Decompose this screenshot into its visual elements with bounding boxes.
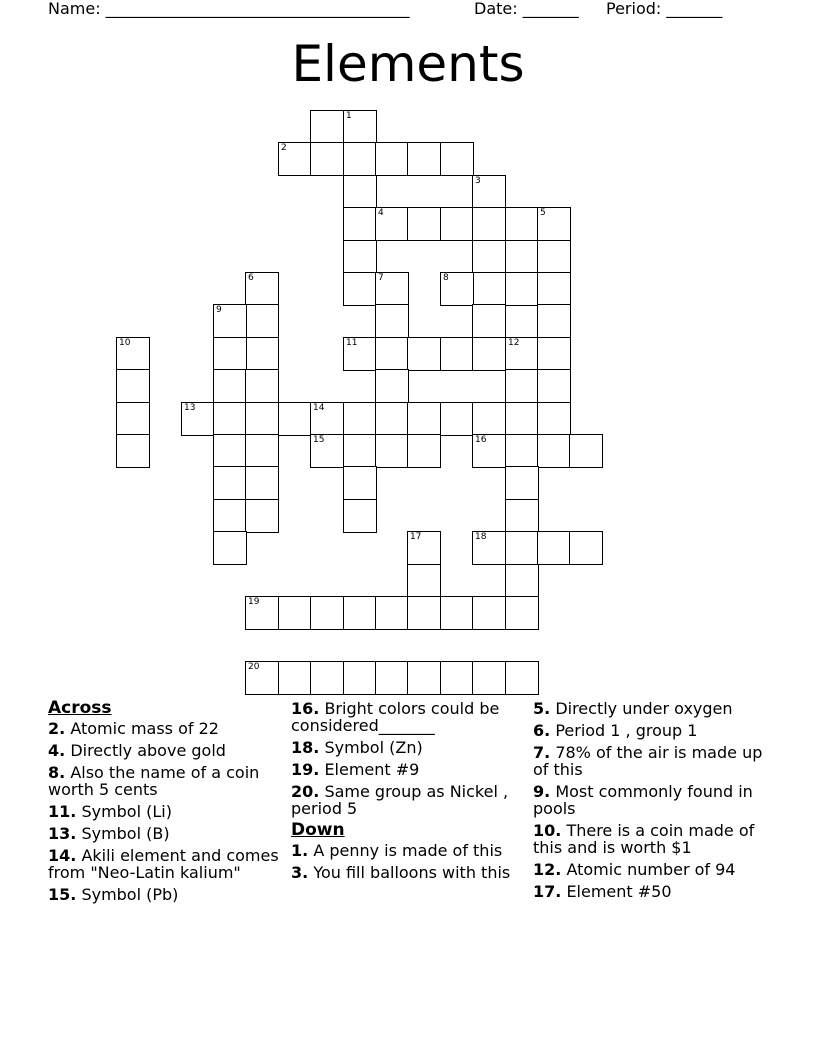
crossword-cell[interactable] [246, 338, 278, 370]
crossword-cell[interactable] [506, 370, 538, 402]
crossword-cell[interactable] [344, 338, 376, 370]
clue-across-8: 8. Also the name of a coin worth 5 cents [48, 763, 260, 799]
crossword-cell[interactable] [473, 403, 505, 435]
crossword-cell[interactable] [473, 305, 505, 337]
crossword-cell[interactable] [506, 403, 538, 435]
clue-across-14: 14. Akili element and comes from "Neo-Latin kalium" [48, 846, 279, 882]
crossword-cell[interactable] [473, 597, 505, 629]
crossword-cell[interactable] [344, 273, 376, 305]
crossword-cell[interactable] [506, 467, 538, 499]
crossword-cell[interactable] [538, 273, 570, 305]
cell-number: 5 [540, 208, 546, 218]
crossword-cell[interactable] [214, 305, 246, 337]
clue-down-7: 7. 78% of the air is made up of this [533, 743, 763, 779]
crossword-cell[interactable] [311, 403, 343, 435]
cell-number: 3 [475, 176, 481, 186]
crossword-cell[interactable] [441, 273, 473, 305]
crossword-cell[interactable] [214, 403, 246, 435]
crossword-cell[interactable] [506, 338, 538, 370]
crossword-cell[interactable] [538, 370, 570, 402]
crossword-cell[interactable] [408, 435, 440, 467]
clue-across-16: 16. Bright colors could be considered_______ [291, 699, 500, 735]
cell-number: 7 [378, 273, 384, 283]
crossword-cell[interactable] [214, 338, 246, 370]
clue-down-9: 9. Most commonly found in pools [533, 782, 753, 818]
crossword-cell[interactable] [408, 662, 440, 694]
crossword-cell[interactable] [506, 532, 538, 564]
crossword-cell[interactable] [473, 241, 505, 273]
crossword-cell[interactable] [246, 597, 278, 629]
clue-across-11: 11. Symbol (Li) [48, 802, 172, 821]
clue-across-18: 18. Symbol (Zn) [291, 738, 423, 757]
crossword-cell[interactable] [473, 435, 505, 467]
crossword-cell[interactable] [538, 403, 570, 435]
crossword-cell[interactable] [538, 305, 570, 337]
crossword-cell[interactable] [376, 403, 408, 435]
crossword-cell[interactable] [408, 532, 440, 564]
crossword-cell[interactable] [117, 403, 149, 435]
crossword-cell[interactable] [473, 273, 505, 305]
crossword-cell[interactable] [506, 435, 538, 467]
crossword-cell[interactable] [473, 208, 505, 240]
crossword-cell[interactable] [538, 338, 570, 370]
clues-column-2 [291, 700, 531, 886]
crossword-cell[interactable] [506, 208, 538, 240]
crossword-cell[interactable] [376, 597, 408, 629]
crossword-cell[interactable] [506, 273, 538, 305]
crossword-cell[interactable] [376, 208, 408, 240]
crossword-cell[interactable] [279, 403, 311, 435]
cell-number: 6 [248, 273, 254, 283]
cell-number: 18 [475, 532, 487, 542]
cell-number: 9 [216, 305, 222, 315]
date-field-label: Date: _______ [474, 0, 579, 18]
clue-down-6: 6. Period 1 , group 1 [533, 721, 698, 740]
cell-number: 20 [248, 662, 260, 672]
cell-number: 15 [313, 435, 325, 445]
crossword-cell[interactable] [117, 435, 149, 467]
crossword-cell[interactable] [246, 662, 278, 694]
page-title: Elements [291, 35, 525, 93]
crossword-cell[interactable] [311, 111, 343, 143]
crossword-cell[interactable] [376, 338, 408, 370]
down-heading: Down [291, 820, 345, 840]
crossword-cell[interactable] [311, 597, 343, 629]
clue-across-13: 13. Symbol (B) [48, 824, 170, 843]
crossword-cell[interactable] [506, 565, 538, 597]
cell-number: 8 [443, 273, 449, 283]
crossword-cell[interactable] [311, 143, 343, 175]
crossword-cell[interactable] [376, 435, 408, 467]
crossword-cell[interactable] [408, 403, 440, 435]
cell-number: 19 [248, 597, 260, 607]
cell-number: 13 [184, 403, 196, 413]
crossword-cell[interactable] [473, 662, 505, 694]
crossword-cell[interactable] [473, 532, 505, 564]
clue-down-3: 3. You fill balloons with this [291, 863, 511, 882]
crossword-cell[interactable] [538, 435, 570, 467]
crossword-cell[interactable] [506, 597, 538, 629]
crossword-cell[interactable] [344, 208, 376, 240]
crossword-cell[interactable] [408, 143, 440, 175]
cell-number: 12 [508, 338, 520, 348]
clue-across-15: 15. Symbol (Pb) [48, 885, 179, 904]
crossword-cell[interactable] [441, 338, 473, 370]
clues-column-3 [533, 700, 773, 905]
cell-number: 2 [281, 143, 287, 153]
clue-across-2: 2. Atomic mass of 22 [48, 719, 219, 738]
cell-number: 4 [378, 208, 384, 218]
clue-across-19: 19. Element #9 [291, 760, 420, 779]
crossword-cell[interactable] [506, 500, 538, 532]
crossword-cell[interactable] [182, 403, 214, 435]
crossword-cell[interactable] [344, 241, 376, 273]
crossword-cell[interactable] [311, 662, 343, 694]
crossword-cell[interactable] [441, 597, 473, 629]
crossword-cell[interactable] [214, 532, 246, 564]
cell-number: 17 [410, 532, 422, 542]
crossword-cell[interactable] [311, 435, 343, 467]
clue-down-17: 17. Element #50 [533, 882, 672, 901]
crossword-cell[interactable] [214, 467, 246, 499]
crossword-cell[interactable] [117, 338, 149, 370]
cell-number: 11 [346, 338, 358, 348]
crossword-cell[interactable] [117, 370, 149, 402]
crossword-cell[interactable] [279, 662, 311, 694]
crossword-cell[interactable] [344, 403, 376, 435]
crossword-cell[interactable] [246, 435, 278, 467]
crossword-cell[interactable] [376, 305, 408, 337]
crossword-cell[interactable] [376, 370, 408, 402]
crossword-cell[interactable] [538, 532, 570, 564]
crossword-cell[interactable] [441, 403, 473, 435]
crossword-cell[interactable] [441, 662, 473, 694]
crossword-cell[interactable] [246, 370, 278, 402]
crossword-cell[interactable] [473, 338, 505, 370]
across-heading: Across [48, 698, 112, 718]
crossword-cell[interactable] [344, 597, 376, 629]
crossword-cell[interactable] [538, 241, 570, 273]
clues-column-1 [48, 700, 288, 908]
clue-down-1: 1. A penny is made of this [291, 841, 503, 860]
crossword-cell[interactable] [408, 338, 440, 370]
crossword-cell[interactable] [473, 176, 505, 208]
crossword-cell[interactable] [344, 467, 376, 499]
crossword-cell[interactable] [344, 662, 376, 694]
crossword-cell[interactable] [538, 208, 570, 240]
clue-down-5: 5. Directly under oxygen [533, 699, 733, 718]
crossword-cell[interactable] [570, 532, 602, 564]
crossword-cell[interactable] [376, 143, 408, 175]
crossword-cell[interactable] [214, 370, 246, 402]
crossword-cell[interactable] [344, 435, 376, 467]
clue-across-4: 4. Directly above gold [48, 741, 226, 760]
crossword-cell[interactable] [376, 273, 408, 305]
crossword-cell[interactable] [246, 305, 278, 337]
crossword-cell[interactable] [279, 597, 311, 629]
crossword-cell[interactable] [441, 208, 473, 240]
crossword-cell[interactable] [246, 500, 278, 532]
crossword-cell[interactable] [344, 176, 376, 208]
clue-down-10: 10. There is a coin made of this and is worth $1 [533, 821, 755, 857]
cell-number: 14 [313, 403, 325, 413]
crossword-cell[interactable] [506, 662, 538, 694]
crossword-cell[interactable] [441, 143, 473, 175]
crossword-cell[interactable] [376, 662, 408, 694]
name-field-label: Name: ______________________________________ [48, 0, 410, 18]
crossword-cell[interactable] [344, 500, 376, 532]
crossword-cell[interactable] [279, 143, 311, 175]
clue-across-20: 20. Same group as Nickel , period 5 [291, 782, 509, 818]
crossword-cell[interactable] [408, 565, 440, 597]
crossword-cell[interactable] [246, 273, 278, 305]
crossword-cell[interactable] [214, 500, 246, 532]
crossword-cell[interactable] [246, 467, 278, 499]
crossword-cell[interactable] [344, 143, 376, 175]
crossword-cell[interactable] [246, 403, 278, 435]
cell-number: 16 [475, 435, 487, 445]
crossword-cell[interactable] [344, 111, 376, 143]
crossword-cell[interactable] [408, 208, 440, 240]
cell-number: 1 [346, 111, 352, 121]
crossword-cell[interactable] [214, 435, 246, 467]
cell-number: 10 [119, 338, 131, 348]
crossword-cell[interactable] [570, 435, 602, 467]
period-field-label: Period: _______ [606, 0, 723, 18]
crossword-cell[interactable] [408, 597, 440, 629]
clue-down-12: 12. Atomic number of 94 [533, 860, 736, 879]
